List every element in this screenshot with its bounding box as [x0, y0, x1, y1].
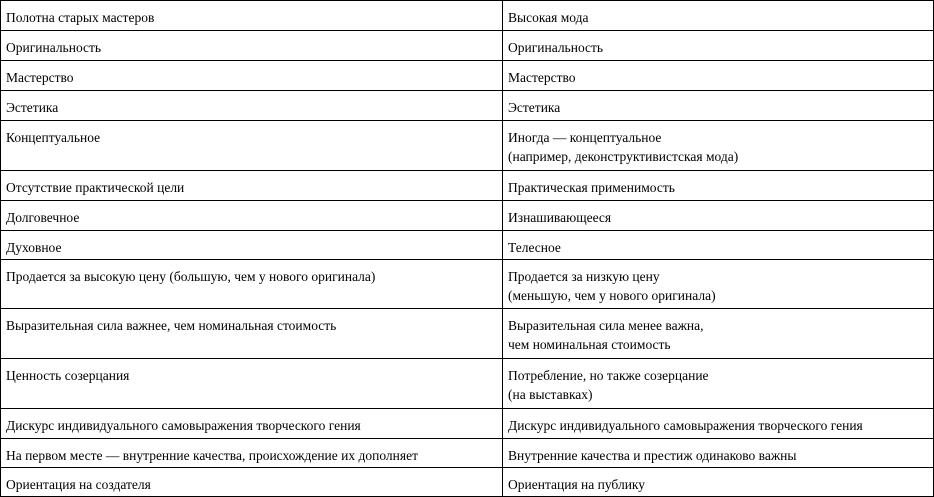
cell-text: На первом месте — внутренние качества, происхождение их дополняет: [6, 448, 418, 463]
table-row: [1, 260, 934, 309]
table-row: [1, 439, 934, 468]
cell-text: (например, деконструктивистская мода): [508, 149, 739, 164]
left-cell: [1, 31, 503, 61]
cell-text: Высокая мода: [508, 10, 589, 25]
cell-text: Отсутствие практической цели: [6, 180, 185, 195]
cell-text: Дискурс индивидуального самовыражения творческого гения: [508, 418, 863, 433]
cell-text: Изнашивающееся: [508, 210, 612, 225]
left-cell: [1, 201, 503, 231]
table-row: [1, 61, 934, 91]
right-cell: [503, 359, 934, 409]
cell-text: Иногда — концептуальное: [508, 130, 662, 145]
table-row: [1, 121, 934, 171]
right-cell: [503, 201, 934, 231]
right-cell: [503, 121, 934, 171]
cell-text: Внутренние качества и престиж одинаково важны: [508, 448, 797, 463]
cell-text: Продается за низкую цену: [508, 269, 660, 284]
cell-text: (на выставках): [508, 387, 593, 402]
table-row: [1, 231, 934, 260]
left-cell: [1, 61, 503, 91]
cell-text: Духовное: [6, 240, 62, 255]
cell-text: Оригинальность: [6, 40, 102, 55]
cell-text: Долговечное: [6, 210, 80, 225]
cell-text: Концептуальное: [6, 130, 101, 145]
cell-text: Дискурс индивидуального самовыражения творческого гения: [6, 418, 361, 433]
right-cell: [503, 309, 934, 359]
right-cell: [503, 61, 934, 91]
right-cell: [503, 31, 934, 61]
cell-text: Потребление, но также созерцание: [508, 368, 709, 383]
table-row: [1, 31, 934, 61]
table-row: [1, 409, 934, 439]
cell-text: Практическая применимость: [508, 180, 675, 195]
cell-text: Мастерство: [6, 70, 74, 85]
cell-text: Мастерство: [508, 70, 576, 85]
right-cell: [503, 439, 934, 468]
left-cell: [1, 171, 503, 201]
cell-text: Телесное: [508, 240, 561, 255]
table-row: [1, 359, 934, 409]
cell-text: Полотна старых мастеров: [6, 10, 155, 25]
right-cell: [503, 260, 934, 309]
left-cell: [1, 121, 503, 171]
right-cell: [503, 409, 934, 439]
cell-text: Ценность созерцания: [6, 368, 130, 383]
left-cell: [1, 91, 503, 121]
table-row: [1, 1, 934, 31]
table-row: [1, 201, 934, 231]
left-cell: [1, 231, 503, 260]
table-row: [1, 171, 934, 201]
right-cell: [503, 91, 934, 121]
cell-text: чем номинальная стоимость: [508, 337, 671, 352]
right-cell: [503, 231, 934, 260]
cell-text: Оригинальность: [508, 40, 604, 55]
cell-text: Выразительная сила важнее, чем номинальная стоимость: [6, 318, 337, 333]
left-cell: [1, 309, 503, 359]
left-cell: [1, 409, 503, 439]
cell-text: Выразительная сила менее важна,: [508, 318, 704, 333]
table-row: [1, 309, 934, 359]
left-cell: [1, 468, 503, 497]
left-cell: [1, 439, 503, 468]
right-cell: [503, 171, 934, 201]
right-cell: [503, 1, 934, 31]
cell-text: Эстетика: [6, 100, 59, 115]
left-cell: [1, 1, 503, 31]
cell-text: (меньшую, чем у нового оригинала): [508, 288, 716, 303]
cell-text: Ориентация на публику: [508, 477, 646, 492]
table-row: [1, 468, 934, 497]
cell-text: Продается за высокую цену (большую, чем у нового оригинала): [6, 269, 376, 284]
left-cell: [1, 359, 503, 409]
cell-text: Ориентация на создателя: [6, 477, 151, 492]
left-cell: [1, 260, 503, 309]
right-cell: [503, 468, 934, 497]
table-row: [1, 91, 934, 121]
cell-text: Эстетика: [508, 100, 561, 115]
